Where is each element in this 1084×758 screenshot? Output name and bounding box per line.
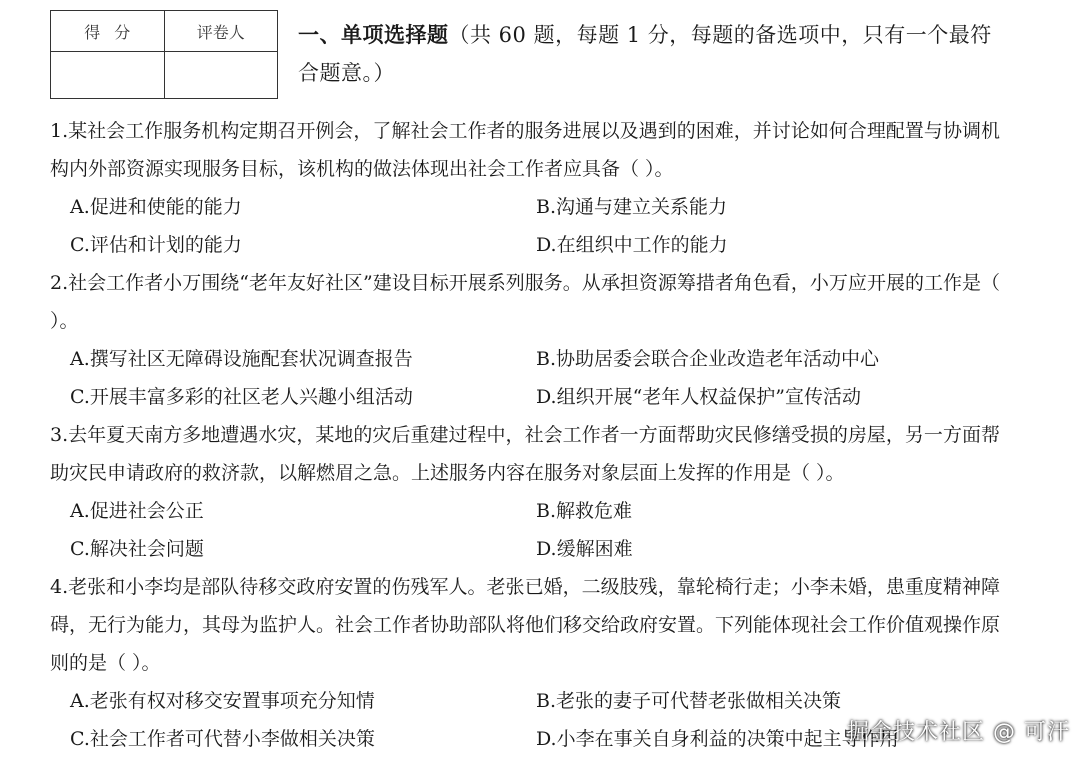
- option-d[interactable]: D.组织开展“老年人权益保护”宣传活动: [536, 386, 862, 408]
- section-description: （共 60 题，每题 1 分，每题的备选项中，只有一个最符合题意。）: [298, 23, 992, 85]
- option-b[interactable]: B.解救危难: [536, 500, 633, 522]
- option-d[interactable]: D.缓解困难: [536, 538, 633, 560]
- watermark: 掘金技术社区 @ 可汗: [847, 720, 1070, 745]
- section-number: 一、单项选择题: [298, 23, 449, 47]
- question-3: [50, 416, 1000, 568]
- score-box: [50, 10, 278, 99]
- option-a[interactable]: A.老张有权对移交安置事项充分知情: [70, 690, 375, 712]
- question-list: [50, 112, 1000, 758]
- option-c[interactable]: C.社会工作者可代替小李做相关决策: [70, 728, 375, 750]
- option-b[interactable]: B.沟通与建立关系能力: [536, 196, 728, 218]
- question-stem: 4.老张和小李均是部队待移交政府安置的伤残军人。老张已婚，二级肢残，靠轮椅行走；小李未婚，患重度精神障碍，无行为能力，其母为监护人。社会工作者协助部队将他们移交给政府安置。下列能体现社会工作价值观操作原则的是（ ）。: [50, 576, 1001, 674]
- option-c[interactable]: C.评估和计划的能力: [70, 234, 242, 256]
- option-a[interactable]: A.促进社会公正: [70, 500, 204, 522]
- question-stem: 2.社会工作者小万围绕“老年友好社区”建设目标开展系列服务。从承担资源筹措者角色看，小万应开展的工作是（ ）。: [50, 272, 1000, 332]
- option-grid: [50, 492, 1000, 568]
- option-a[interactable]: A.促进和使能的能力: [70, 196, 242, 218]
- question-stem: 3.去年夏天南方多地遭遇水灾，某地的灾后重建过程中，社会工作者一方面帮助灾民修缮受损的房屋，另一方面帮助灾民申请政府的救济款，以解燃眉之急。上述服务内容在服务对象层面上发挥的作用是（ ）。: [50, 424, 1000, 484]
- option-a[interactable]: A.撰写社区无障碍设施配套状况调查报告: [70, 348, 413, 370]
- question-2: [50, 264, 1000, 416]
- score-cell[interactable]: [51, 52, 165, 99]
- option-c[interactable]: C.解决社会问题: [70, 538, 204, 560]
- option-c[interactable]: C.开展丰富多彩的社区老人兴趣小组活动: [70, 386, 413, 408]
- option-d[interactable]: D.小李在事关自身利益的决策中起主导作用: [536, 728, 899, 750]
- question-1: [50, 112, 1000, 264]
- question-stem: 1.某社会工作服务机构定期召开例会，了解社会工作者的服务进展以及遇到的困难，并讨论如何合理配置与协调机构内外部资源实现服务目标，该机构的做法体现出社会工作者应具备（ ）。: [50, 120, 1000, 180]
- option-grid: [50, 340, 1000, 416]
- grader-cell[interactable]: [164, 52, 278, 99]
- option-b[interactable]: B.老张的妻子可代替老张做相关决策: [536, 690, 842, 712]
- score-label: 得分: [51, 11, 165, 52]
- grader-label: 评卷人: [164, 11, 278, 52]
- section-title: [298, 16, 998, 92]
- option-grid: [50, 188, 1000, 264]
- option-b[interactable]: B.协助居委会联合企业改造老年活动中心: [536, 348, 880, 370]
- option-d[interactable]: D.在组织中工作的能力: [536, 234, 728, 256]
